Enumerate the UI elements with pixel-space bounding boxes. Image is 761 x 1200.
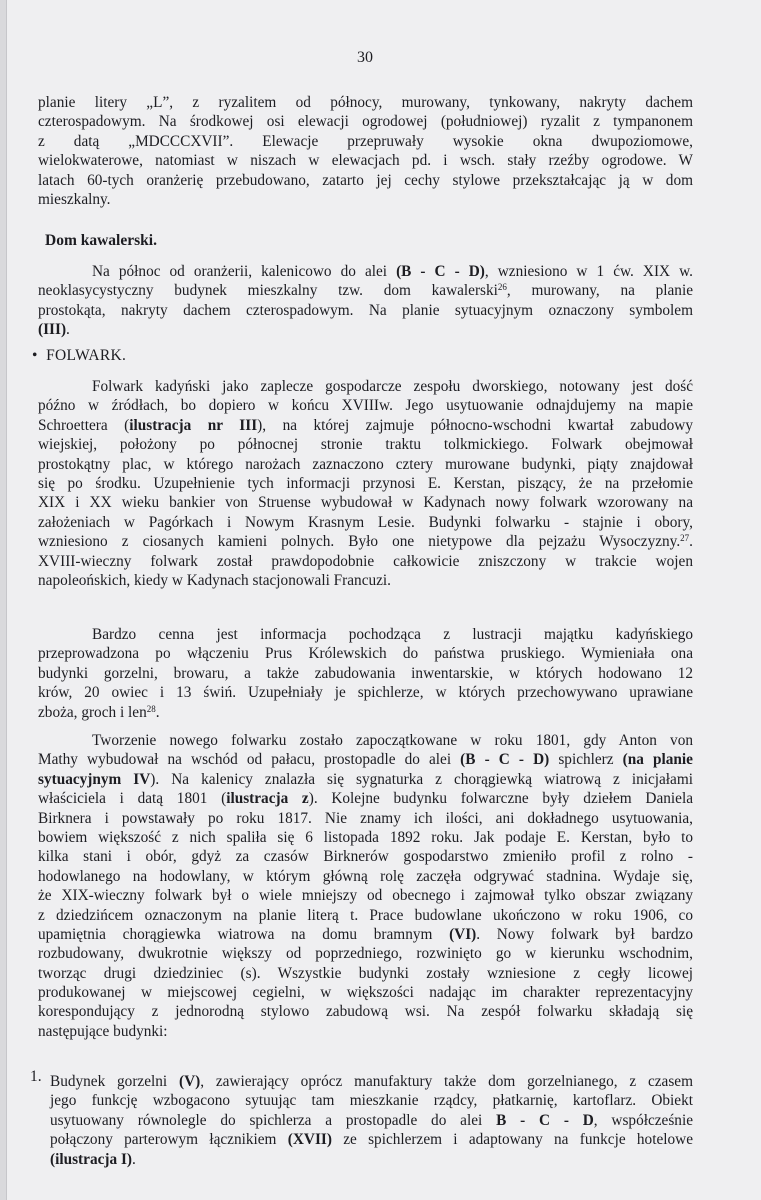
text-line: czterospadowym. Na środkowej osi elewacji ogrodowej (południowej) ryzalit z tympanonem [38,113,693,131]
text-line: z datą „MDCCCXVII”. Elewacje przepruwały wysokie okna dwupoziomowe, [38,132,693,150]
text-line: późno w źródłach, bo dopiero w końcu XVIIIw. Jego usytuowanie odnajdujemy na mapie [38,397,693,415]
text-line: upamiętnia chorągiewka wiatrowa na domu bramnym (VI). Nowy folwark był bardzo [38,925,693,943]
text-line: prostokąta, nakryty dachem czterospadowym. Na planie sytuacyjnym oznaczony symbolem [38,301,693,319]
text-line: prostokątny plac, w którego narożach zaznaczono cztery murowane budynki, piąty znajdował [38,455,693,473]
text-line: planie litery „L”, z ryzalitem od północy, murowany, tynkowany, nakryty dachem [38,94,693,111]
text-line: Na północ od oranżerii, kalenicowo do alei (B - C - D), wzniesiono w 1 ćw. XIX w. [92,263,693,280]
paragraph-lustration [38,625,693,722]
text-line: wiejskiej, położony po północnej stronie traktu tolkmickiego. Folwark obejmował [38,436,693,454]
text-line: produkowanej w miejscowej cegielni, w większości nadając im charakter reprezentacyjny [38,984,693,1002]
text-line: Schroettera (ilustracja nr III), na której zajmuje północno-wschodni kwartał zabudowy [38,416,693,434]
text-line: XVIII-wieczny folwark został prawdopodobnie całkowicie zniszczony w trakcie wojen [38,552,693,570]
text-line: mieszkalny. [38,190,111,208]
section-heading-folwark: • FOLWARK. [32,347,127,364]
text-line: usytuowany równolegle do spichlerza a prostopadle do alei B - C - D, współcześnie [50,1111,693,1129]
text-line: latach 60-tych oranżerię przebudowano, zatarto jej cechy stylowe przekształcając ją w dom [38,171,693,189]
text-line: Budynek gorzelni (V), zawierający oprócz manufaktury także dom gorzelnianego, z czasem [50,1073,693,1090]
text-line: jego funkcję wzbogacono sytuując tam mieszkanie rządcy, płatkarnię, kartoflarz. Obiekt [50,1092,693,1110]
text-line: Tworzenie nowego folwarku zostało zapoczątkowane w roku 1801, gdy Anton von [92,732,693,749]
footnote-ref: 28 [146,703,156,714]
list-item-gorzelnia [50,1072,693,1169]
text-line: wielokwaterowe, natomiast w niszach w elewacjach pd. i wsch. stały rzeźby ogrodowe. W [38,152,693,170]
text-line: tworząc drugi dziedziniec (s). Wszystkie budynki zostały wzniesione z cegły licowej [38,964,693,982]
text-line: XIX i XX wieku bankier von Struense wybudował w Kadynach nowy folwark wzorowany na [38,494,693,512]
text-line: Bardzo cenna jest informacja pochodząca z lustracji majątku kadyńskiego [92,626,693,643]
section-heading-dom-kawalerski: Dom kawalerski. [45,232,157,249]
text-line: Folwark kadyński jako zaplecze gospodarcze zespołu dworskiego, notowany jest dość [92,378,693,395]
text-line: neoklasycystyczny budynek mieszkalny tzw. dom kawalerski$^{26}$, murowany, na planie [38,282,693,300]
bullet-icon: • [32,347,38,364]
text-line: (III). [38,321,70,339]
text-line: następujące budynki: [38,1022,168,1040]
paragraph-dom-kawalerski [38,262,693,340]
text-line: się po środku. Uzupełnienie tych informacji przynosi E. Kerstan, piszący, że na przełomie [38,474,693,492]
text-line: że XIX-wieczny folwark był o wiele mniejszy od obecnego i zajmował tylko obszar związany [38,887,693,905]
text-line: Mathy wybudował na wschód od pałacu, prostopadle do alei (B - C - D) spichlerz (na planie [38,751,693,769]
text-line: korespondujący z jednorodną stylowo zabudową wsi. Na zespół folwarku składają się [38,1003,693,1021]
text-line: połączony parterowym łącznikiem (XVII) ze spichlerzem i adaptowany na funkcje hotelowe [50,1131,693,1149]
text-line: kilka stani i obór, gdyż za czasów Birknerów gospodarstwo zmieniło profil z rolno - [38,848,693,866]
scan-page-edge [0,0,7,1200]
text-line: bowiem większość z nich spaliła się 6 listopada 1892 roku. Jak podaje E. Kerstan, było to [38,828,693,846]
text-line: sytuacyjnym IV). Na kalenicy znalazła się sygnaturka z chorągiewką wiatrową z inicjałami [38,770,693,788]
text-line: (ilustracja I). [50,1150,136,1168]
text-line: krów, 20 owiec i 13 świń. Uzupełniały je spichlerze, w których przechowywano uprawiane [38,684,693,702]
text-line: z dziedzińcem oznaczonym na planie literą t. Prace budowlane ukończono w roku 1906, co [38,906,693,924]
text-line: budynki gorzelni, browaru, a także zabudowania inwentarskie, w których hodowano 12 [38,664,693,682]
text-line: Birknera i powstawały po roku 1817. Nie znamy ich ilości, ani dokładnego usytuowania, [38,809,693,827]
text-line: wzniesiono z ciosanych kamieni polnych. Było one nietypowe dla pejzażu Wysoczyzny.$^{27}$. [38,533,693,551]
text-line: właściciela i datą 1801 (ilustracja z). Kolejne budynku folwarczne były dziełem Daniela [38,790,693,808]
paragraph-new-folwark [38,731,693,1041]
text-line: przeprowadzona po włączeniu Prus Królewskich do państwa pruskiego. Wymieniała ona [38,645,693,663]
list-number: 1. [30,1068,42,1085]
footnote-ref: 27 [680,533,690,544]
text-line: rozbudowany, dwukrotnie większy od poprzedniego, rozwinięto go w kierunku wschodnim, [38,945,693,963]
text-line: napoleońskich, kiedy w Kadynach stacjonowali Francuzi. [38,571,392,589]
footnote-ref: 26 [497,282,507,293]
paragraph-folwark-history [38,377,693,590]
text-line: założeniach w Pagórkach i Nowym Krasnym Lesie. Budynki folwarku - stajnie i obory, [38,513,693,531]
text-line: hodowlanego na hodowlany, w którym główną rolę zaczęła odgrywać stadnina. Wydaje się, [38,867,693,885]
paragraph-orangery [38,93,693,209]
page-number: 30 [357,49,373,66]
text-line: zboża, groch i len$^{28}$. [38,703,160,721]
